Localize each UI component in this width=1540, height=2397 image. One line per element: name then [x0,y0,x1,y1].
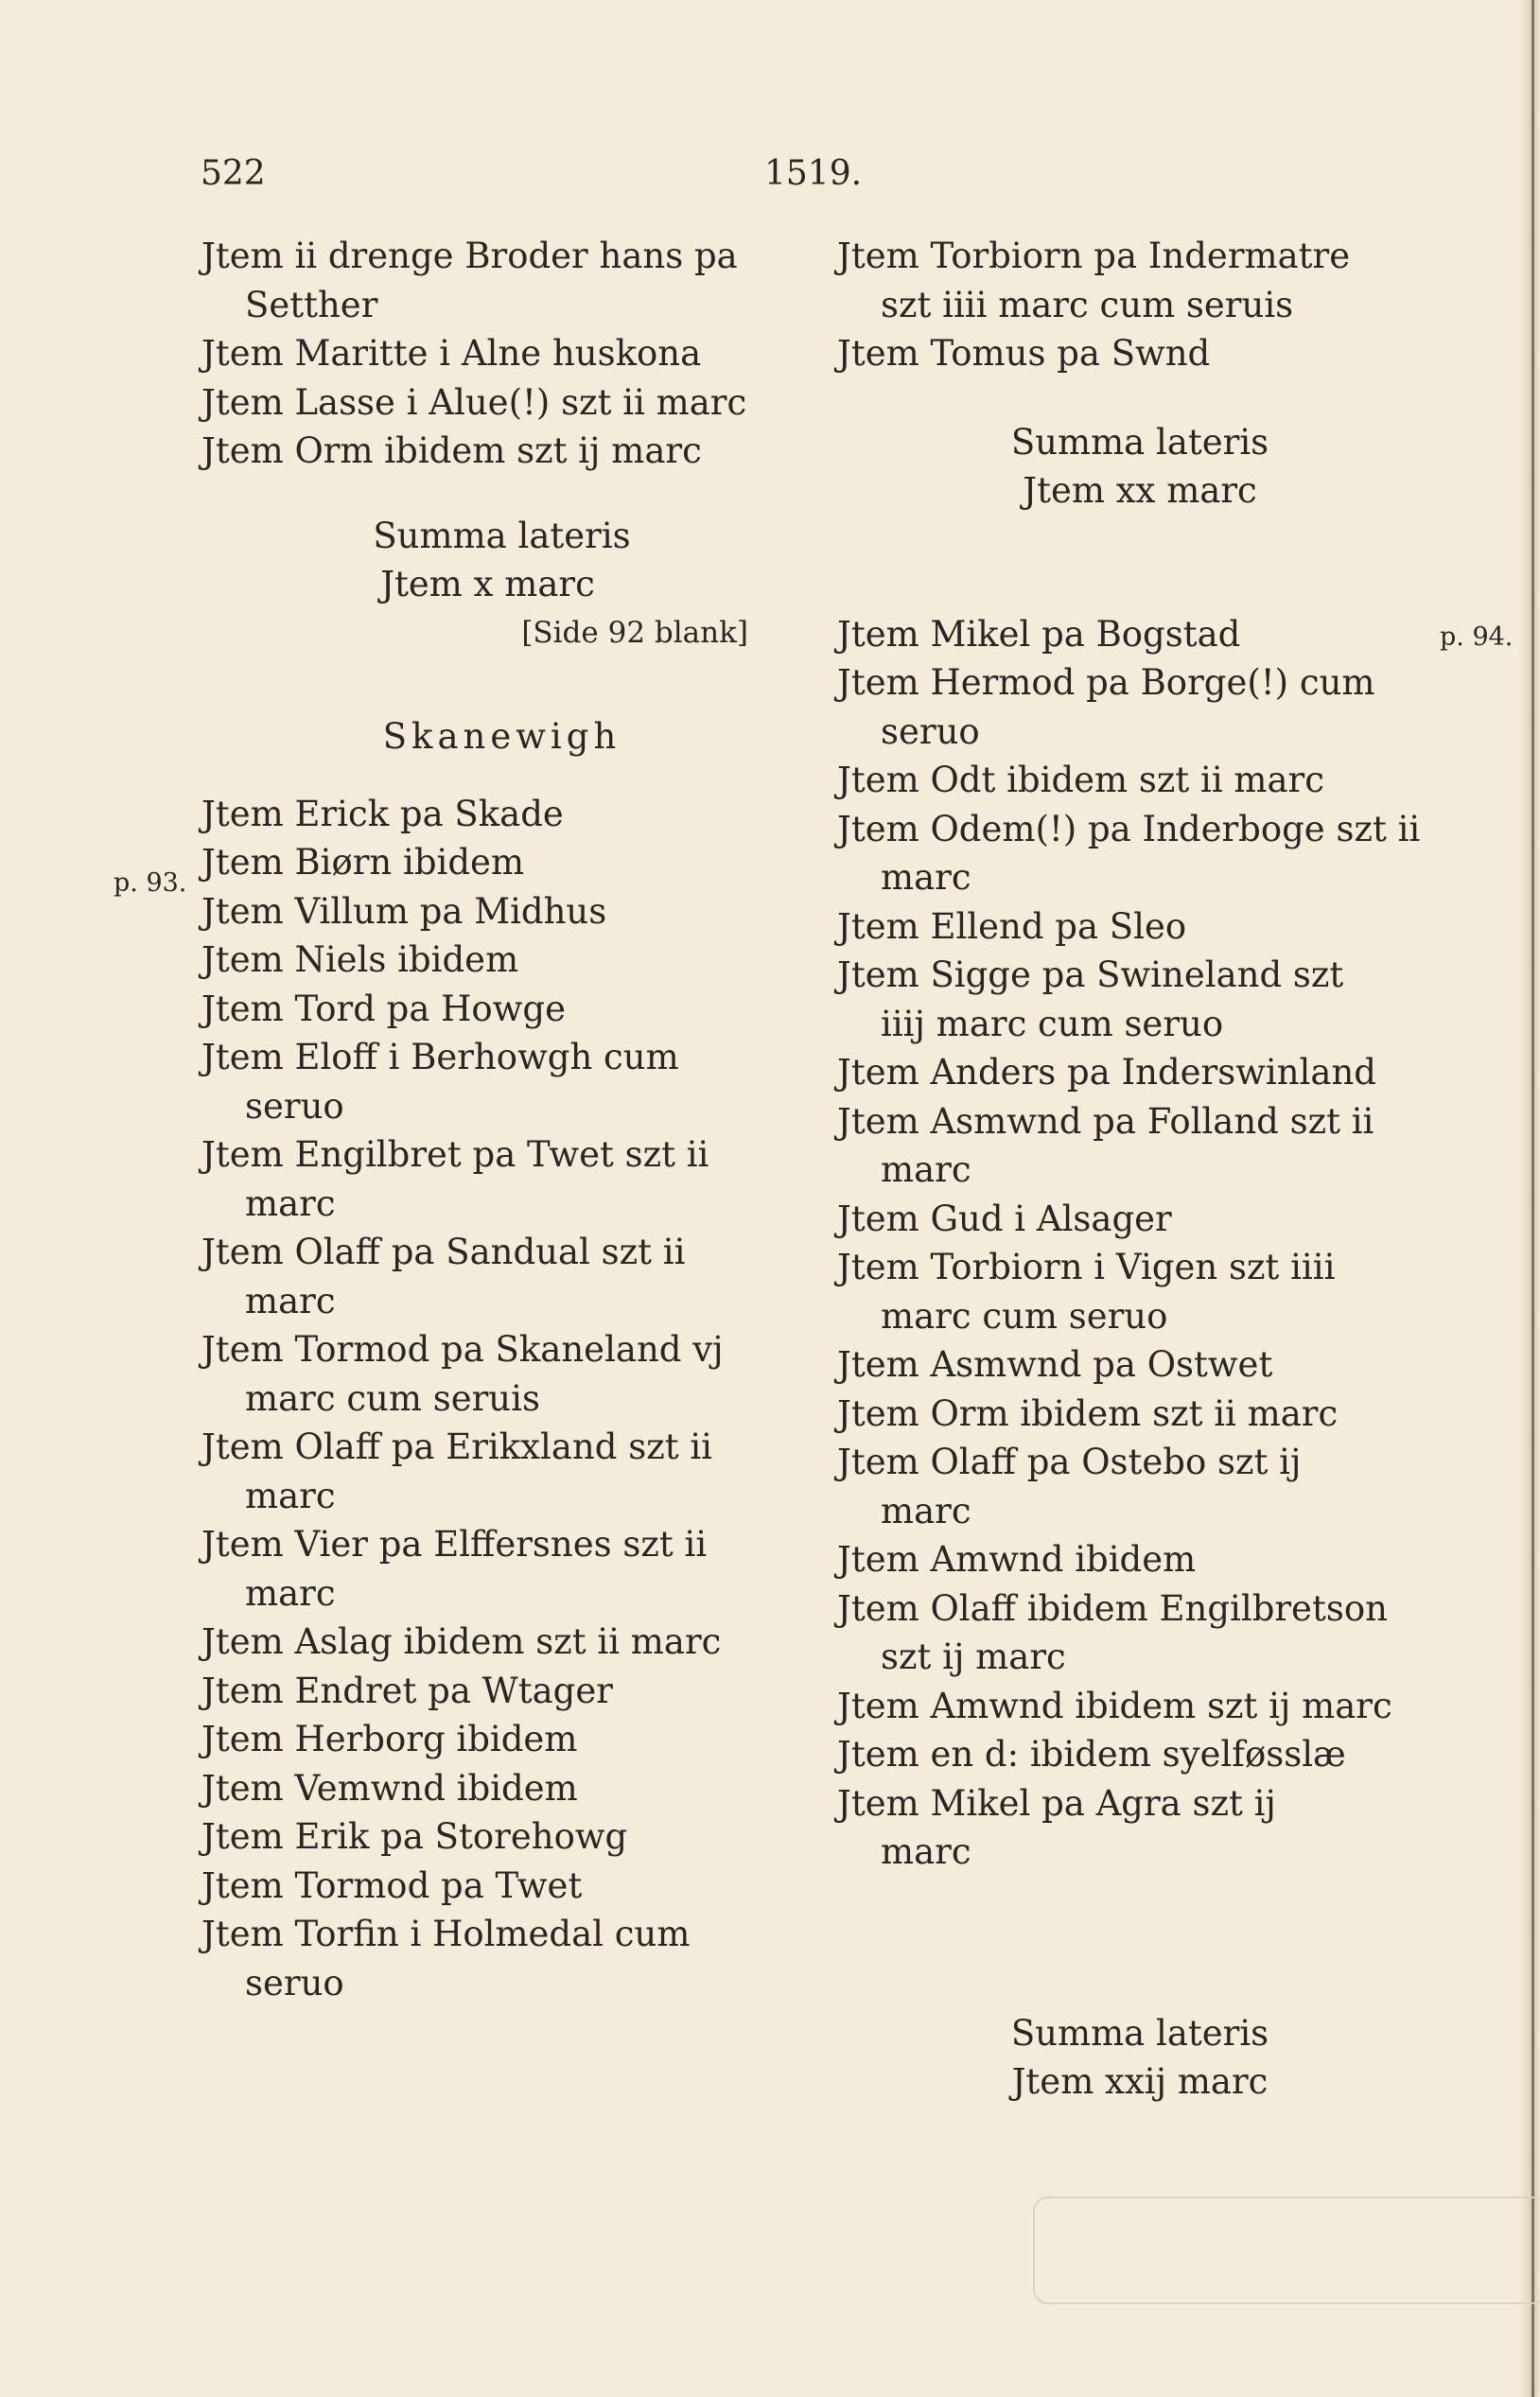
binding-line [1531,0,1534,2397]
left-column [201,232,802,2007]
summa-lateris: Summa lateris [1010,421,1269,463]
summa-lateris: Summa lateris [1010,2012,1269,2054]
entry-line: Jtem Tord pa Howge [201,988,566,1029]
entry-line: Jtem Gud i Alsager [837,1198,1172,1239]
page-edge [1519,0,1540,2397]
entry-line: Jtem Olaff pa Sandual szt ii [201,1232,686,1272]
entry-line: marc [881,1831,971,1872]
entry-line: marc [881,1490,971,1531]
entry-line: seruo [881,710,980,752]
entry-line: Jtem Tomus pa Swnd [837,333,1211,374]
entry-line: Jtem Tormod pa Twet [201,1864,583,1906]
entry-line: Jtem Orm ibidem szt ij marc [201,430,702,471]
library-stamp [1033,2196,1540,2304]
entry-line: Jtem Herborg ibidem [201,1719,578,1759]
entry-line: Jtem Orm ibidem szt ii marc [837,1392,1339,1434]
entry-line: marc cum seruo [881,1295,1168,1337]
entry-line: Jtem Aslag ibidem szt ii marc [201,1621,722,1662]
entry-line: Jtem Ellend pa Sleo [837,905,1187,947]
entry-line: seruo [245,1085,344,1127]
entry-line: Jtem Vemwnd ibidem [201,1767,578,1809]
entry-line: Jtem Olaff ibidem Engilbretson [837,1587,1388,1629]
entry-line: Jtem Engilbret pa Twet szt ii [201,1134,709,1175]
entry-line: Jtem Maritte i Alne huskona [201,333,702,374]
entry-line: marc [245,1572,336,1614]
entry-line: Jtem Amwnd ibidem szt ij marc [837,1685,1392,1726]
entry-line: Jtem Asmwnd pa Folland szt ii [837,1100,1374,1142]
entry-line: Jtem Hermod pa Borge(!) cum [837,662,1375,703]
summa-total: Jtem x marc [380,564,595,604]
entry-line: szt iiii marc cum seruis [881,284,1294,325]
side-note: [Side 92 blank] [521,615,748,650]
entry-line: marc [245,1475,336,1516]
entry-line: Jtem Odt ibidem szt ii marc [837,760,1324,800]
entry-line: Jtem Niels ibidem [201,939,519,980]
entry-line: Jtem Amwnd ibidem [837,1539,1197,1580]
entry-line: Jtem Endret pa Wtager [201,1670,613,1711]
entry-line: Jtem Sigge pa Swineland szt [837,954,1344,995]
entry-line: Jtem Erik pa Storehowg [201,1816,628,1857]
entry-line: Jtem Vier pa Elffersnes szt ii [201,1524,708,1565]
entry-line: Jtem Olaff pa Ostebo szt ij [837,1442,1302,1482]
entry-line: szt ij marc [881,1636,1066,1677]
entry-line: Jtem Anders pa Inderswinland [837,1052,1376,1093]
margin-note-p94: p. 94. [1440,622,1514,652]
entry-line: Jtem Biørn ibidem [201,842,525,883]
entry-line: marc [245,1280,336,1321]
entry-line: marc [245,1182,336,1224]
entry-line: seruo [245,1962,344,2003]
section-heading: Skanewigh [382,716,621,757]
entry-line: Jtem Lasse i Alue(!) szt ii marc [201,381,747,423]
page-number: 522 [201,154,266,193]
entry-line: Jtem Eloff i Berhowgh cum [201,1037,679,1077]
right-column [837,232,1443,2107]
entry-line: Jtem Tormod pa Skaneland vj [201,1329,724,1370]
entry-line: Jtem Mikel pa Agra szt ij [837,1782,1276,1824]
entry-line: Jtem Erick pa Skade [201,793,564,834]
page-year-header: 1519. [764,154,863,193]
summa-total: Jtem xxij marc [1011,2061,1269,2102]
entry-line: Setther [245,284,378,325]
entry-line: Jtem Asmwnd pa Ostwet [837,1344,1273,1385]
margin-note-p93: p. 93. [114,868,187,898]
entry-line: Jtem Torbiorn pa Indermatre [837,236,1351,276]
summa-lateris: Summa lateris [373,515,631,556]
entry-line: marc [881,1149,971,1190]
entry-line: Jtem ii drenge Broder hans pa [201,236,738,276]
entry-line: Jtem en d: ibidem syelføsslæ [837,1734,1346,1775]
entry-line: Jtem Villum pa Midhus [201,890,607,932]
entry-line: Jtem Torbiorn i Vigen szt iiii [837,1247,1336,1287]
entry-line: Jtem Olaff pa Erikxland szt ii [201,1426,712,1467]
entry-line: marc [881,857,971,898]
entry-line: marc cum seruis [245,1377,540,1419]
entry-line: iiij marc cum seruo [881,1003,1224,1044]
summa-total: Jtem xx marc [1023,470,1257,511]
entry-line: Jtem Torfin i Holmedal cum [201,1914,691,1954]
entry-line: Jtem Mikel pa Bogstad [837,613,1241,655]
entry-line: Jtem Odem(!) pa Inderboge szt ii [837,808,1421,849]
